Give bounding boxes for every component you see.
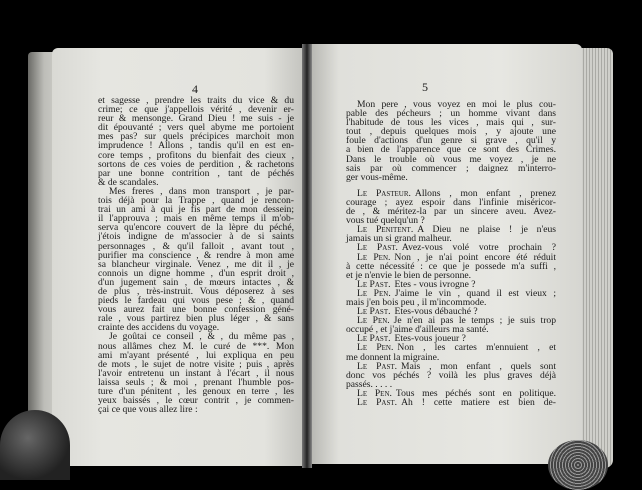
- line-text: connois un digne homme , d'un esprit droit ,: [98, 267, 294, 279]
- line-text: sa blancheur virginale. Venez , me dit il , je: [98, 258, 294, 270]
- line-text: de plus , très-instruit. Vous déposerez à ses: [98, 285, 294, 297]
- line-text: Tous mes péchés sont en politique.: [395, 387, 556, 399]
- line-text: Non , les cartes m'ennuient , et: [397, 342, 556, 354]
- line-text: courage ; ayez espoir dans l'infinie miséricor-: [346, 196, 556, 208]
- line-text: l'avoir entretenu un instant à l'écart , il nous: [98, 367, 294, 379]
- line-text: sortons de ces voies de perdition , & rachetons: [98, 158, 294, 170]
- line-text: j'étois indigne de m'associer à de si saints: [98, 231, 294, 243]
- line-text: Je goûtai ce conseil , & , du même pas ,: [109, 331, 294, 343]
- line-text: Ah ! cette matiere est bien de-: [401, 397, 557, 408]
- speaker-label: Le Penitent.: [357, 224, 414, 236]
- line-text: Mais , mon enfant , quels sont: [401, 360, 556, 372]
- speaker-label: Le Past.: [357, 360, 398, 372]
- line-text: vous aurez fait une bonne confession géné-: [98, 304, 294, 316]
- page-text: [98, 96, 294, 414]
- line-text: ture d'un pénitent , les genoux en terre , les: [98, 386, 294, 397]
- line-text: tout , depuis quelques mois , y ajoute une: [346, 126, 556, 138]
- line-text: rale , vous partirez bien plus léger , & sans: [98, 313, 294, 325]
- page-number: 5: [422, 80, 428, 94]
- line-text: mais j'en bois peu , il m'incommode.: [346, 296, 487, 308]
- line-text: trai un ami à qui je fis part de mon dessein;: [98, 204, 294, 216]
- line-text: sais par où commencer ; daignez m'interro-: [346, 162, 556, 174]
- speaker-label: Le Pen.: [357, 315, 390, 327]
- line-text: il l'approuva ; mais en même temps il m'ob-: [98, 213, 294, 225]
- line-text: vous tué quelqu'un ?: [346, 215, 425, 227]
- page-number: 4: [192, 82, 198, 96]
- text-line: [346, 173, 556, 182]
- line-text: a bien de l'apparence que ce sont des Crimes.: [346, 144, 556, 156]
- line-text: purifier ma conscience , & rendre à mon ame: [98, 249, 294, 261]
- line-text: Je n'en ai pas le temps ; je suis trop: [393, 315, 556, 327]
- glove-right: [548, 440, 608, 490]
- line-text: çai ce que vous allez lire :: [98, 404, 198, 416]
- line-text: et sagesse , prendre les traits du vice & du: [98, 95, 294, 106]
- line-text: donc vos péchés ? voilà les plus graves déjà: [346, 369, 556, 381]
- line-text: passés. . . . .: [346, 378, 393, 390]
- line-text: Allons , mon enfant , prenez: [414, 187, 556, 199]
- page-text: [346, 100, 556, 407]
- line-text: par une bonne contrition , tant de péchés: [98, 167, 294, 179]
- speaker-label: Le Past.: [357, 242, 398, 254]
- speaker-label: Le Past.: [357, 333, 391, 345]
- line-text: Mon pere , vous voyez en moi le plus cou-: [357, 99, 556, 110]
- line-text: Etes-vous débauché ?: [394, 306, 478, 318]
- line-text: pable des pécheurs ; un homme vivant dans: [346, 108, 556, 120]
- line-text: mes pas? sur quels précipices marchoit mon: [98, 131, 294, 143]
- line-text: pieds le fardeau qui vous pese ; & , quand: [98, 295, 294, 307]
- line-text: d'un jugement sain , de mœurs intactes , &: [98, 276, 294, 288]
- line-text: me donnent la migraine.: [346, 351, 440, 363]
- speaker-label: Le Pen.: [357, 342, 394, 354]
- line-text: Dans le trouble où vous me voyez , je ne: [346, 153, 556, 165]
- line-text: nous allâmes chez M. le curé de ***. Mon: [98, 340, 294, 352]
- line-text: Mes freres , dans mon transport , je par-: [109, 185, 294, 197]
- line-text: l'habitude de tous les vices , mais qui , sur-: [346, 117, 556, 129]
- line-text: laissa seuls ; & moi , prenant l'humble pos-: [98, 376, 294, 388]
- speaker-label: Le Past.: [357, 306, 391, 318]
- line-text: ger vous-même.: [346, 171, 408, 183]
- left-page: [52, 48, 302, 466]
- speaker-label: Le Pasteur.: [357, 187, 411, 199]
- line-text: à cette nécessité : ce que je possede m'a suffi ,: [346, 260, 556, 272]
- text-line: [346, 398, 556, 407]
- line-text: J'aime le vin , quand il est vieux ;: [394, 287, 556, 299]
- line-text: tois déjà pour la Trappe , quand je rencon-: [98, 195, 294, 207]
- line-text: de mots , le sujet de notre visite ; puis , après: [98, 358, 294, 370]
- line-text: imprudence ! Allons , tandis qu'il en est en-: [98, 140, 294, 152]
- thumb-left: [0, 410, 70, 480]
- line-text: foule d'actions d'un genre si grave , qu'il y: [346, 135, 556, 147]
- line-text: reur & mensonge. Grand Dieu ! me suis - je: [98, 113, 294, 125]
- speaker-label: Le Past.: [357, 278, 391, 290]
- line-text: serva qu'encore couvert de la lèpre du péché,: [98, 222, 294, 234]
- line-text: jamais un si grand malheur.: [346, 233, 452, 245]
- line-text: Avez-vous volé votre prochain ?: [401, 242, 556, 254]
- line-text: yeux baissés , le cœur contrit , je commen-: [98, 395, 294, 407]
- line-text: A Dieu ne plaise ! je n'eus: [417, 224, 556, 236]
- line-text: Etes-vous joueur ?: [394, 333, 466, 345]
- book-gutter: [302, 44, 312, 468]
- line-text: ami m'ayant présenté , lui expliqua en peu: [98, 349, 294, 361]
- right-page: [312, 44, 582, 464]
- text-line: [98, 405, 294, 414]
- line-text: crainte des accidens du voyage.: [98, 322, 220, 334]
- line-text: personnages , & qu'il falloit , avant tout ,: [98, 240, 294, 252]
- line-text: core temps , profitons du bienfait des cieux ,: [98, 149, 294, 161]
- line-text: dit épouvanté ; vers quel abyme me portoient: [98, 122, 294, 134]
- speaker-label: Le Pen.: [357, 251, 391, 263]
- line-text: et je n'envie le bien de personne.: [346, 269, 472, 281]
- line-text: Non , je n'ai point encore été réduit: [394, 251, 556, 263]
- speaker-label: Le Pen.: [357, 387, 392, 399]
- line-text: & de scandales.: [98, 176, 159, 188]
- line-text: crime; ce que j'appellois vérité , devenir er-: [98, 104, 294, 116]
- line-text: Etes - vous ivrogne ?: [394, 278, 476, 290]
- line-text: occupé , et j'aime d'ailleurs ma santé.: [346, 324, 489, 336]
- speaker-label: Le Past.: [357, 397, 398, 408]
- speaker-label: Le Pen.: [357, 287, 391, 299]
- line-text: de , & méritez-la par un sincere aveu. Avez-: [346, 206, 556, 218]
